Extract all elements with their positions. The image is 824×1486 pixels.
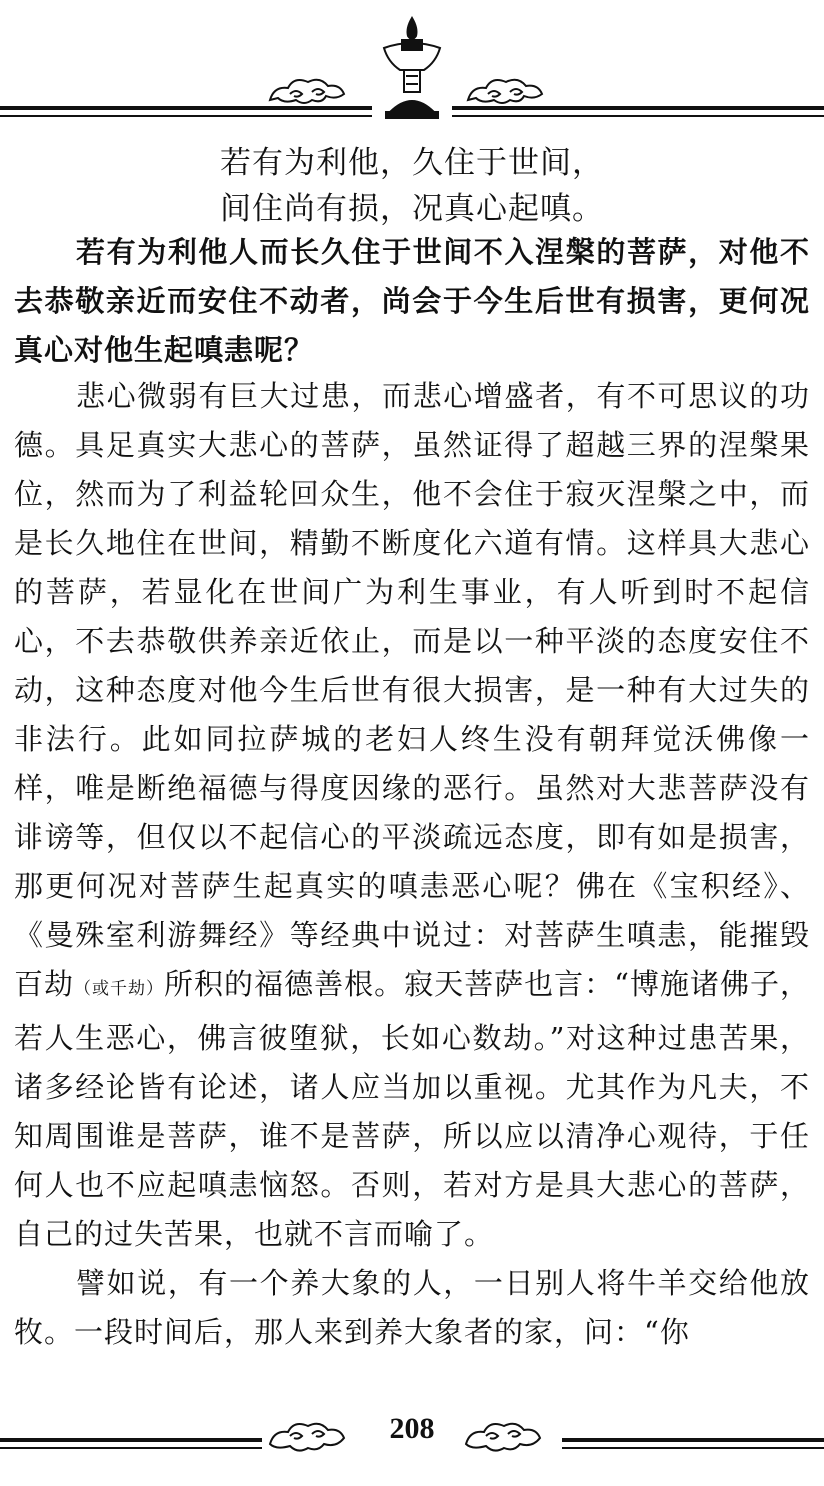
- page-number: 208: [389, 1412, 435, 1445]
- paragraph-2: 譬如说，有一个养大象的人，一日别人将牛羊交给他放牧。一段时间后，那人来到养大象者的家，问：“你: [14, 1266, 810, 1349]
- root-verse: [0, 140, 824, 232]
- verse-line-1: 若有为利他，久住于世间，: [220, 145, 604, 181]
- verse-commentary: 若有为利他人而长久住于世间不入涅槃的菩萨，对他不去恭敬亲近而安住不动者，尚会于今生后世有损害，更何况真心对他生起嗔恚呢？: [14, 235, 810, 367]
- header-lamp-ornament: [0, 0, 824, 140]
- paragraph-1: [14, 372, 810, 1259]
- paragraph-1-part-b: 所积的福德善根。寂天菩萨也言：“博施诸佛子，若人生恶心，佛言彼堕狱，长如心数劫。”对这种过患苦果，诸多经论皆有论述，诸人应当加以重视。尤其作为凡夫，不知周围谁是菩萨，谁不是菩萨，所以应以清净心观待，于任何人也不应起嗔恚恼怒。否则，若对方是具大悲心的菩萨，自己的过失苦果，也就不言而喻了。: [14, 967, 810, 1251]
- body-text: [14, 372, 810, 1357]
- paragraph-1-note: （或千劫）: [74, 979, 165, 999]
- paragraph-1-part-a: 悲心微弱有巨大过患，而悲心增盛者，有不可思议的功德。具足真实大悲心的菩萨，虽然证得了超越三界的涅槃果位，然而为了利益轮回众生，他不会住于寂灭涅槃之中，而是长久地住在世间，精勤不断度化六道有情。这样具大悲心的菩萨，若显化在世间广为利生事业，有人听到时不起信心，不去恭敬供养亲近依止，而是以一种平淡的态度安住不动，这种态度对他今生后世有很大损害，是一种有大过失的非法行。此如同拉萨城的老妇人终生没有朝拜觉沃佛像一样，唯是断绝福德与得度因缘的恶行。虽然对大悲菩萨没有诽谤等，但仅以不起信心的平淡疏远态度，即有如是损害，那更何况对菩萨生起真实的嗔恚恶心呢？佛在《宝积经》、《曼殊室利游舞经》等经典中说过：对菩萨生嗔恚，能摧毁百劫: [14, 379, 810, 1001]
- verse-line-2: 间住尚有损，况真心起嗔。: [220, 191, 604, 227]
